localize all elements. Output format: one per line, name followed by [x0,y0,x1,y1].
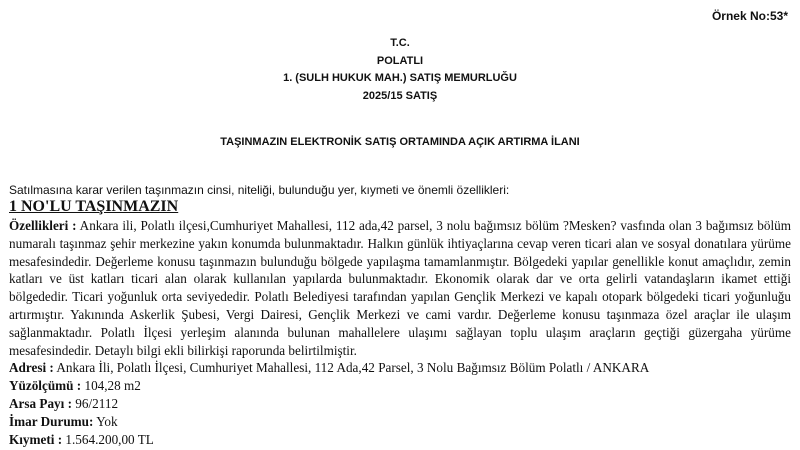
value-amount: 1.564.200,00 TL [62,431,154,447]
zoning-value: Yok [93,413,118,429]
property-section [9,197,791,448]
zoning-label: İmar Durumu: [9,413,94,429]
property-zoning [9,413,791,431]
property-share [9,395,791,413]
address-value: Ankara İli, Polatlı İlçesi, Cumhuriyet Mahallesi, 112 Ada,42 Parsel, 3 Nolu Bağımsız Bölüm Polatlı / ANKARA [53,360,650,376]
property-value [9,431,791,449]
share-label: Arsa Payı : [9,395,72,411]
court-line-tc: T.C. [390,37,410,49]
intro-text: Satılmasına karar verilen taşınmazın cinsi, niteliği, bulunduğu yer, kıymeti ve önemli özellikleri: [9,183,510,197]
property-area [9,377,791,395]
court-line-office: 1. (SULH HUKUK MAH.) SATIŞ MEMURLUĞU [283,72,517,84]
court-line-city: POLATLI [376,54,424,67]
sample-number: Örnek No:53* [711,9,788,23]
property-features [9,217,791,359]
property-address [9,359,791,377]
announcement-title: TAŞINMAZIN ELEKTRONİK SATIŞ ORTAMINDA AÇIK ARTIRMA İLANI [220,136,580,148]
features-label: Özellikleri : [9,218,77,233]
features-text: Ankara ili, Polatlı ilçesi,Cumhuriyet Mahallesi, 112 ada,42 parsel, 3 nolu bağımsız bölüm ?Mesken? vasfında olan 3 bağımsız bölüm numaralı taşınmaz şehir merkezine yakın konumda bulunmaktadır. Halkın günlük ihtiyaçlarına cevap veren ticari alan ve sosyal donatılara yürüme mesafesindedir. Değerleme konusu taşınmazın bulunduğu bölgede yapılaşma tamamlanmıştır. Bölgedeki yapılar genellikle konut amaçlıdır, zemin katları ve üst katları ticari alan olarak kullanılan yapılarda bulunmaktadır. Ekonomik olarak dar ve orta gelirli vatandaşların ikamet ettiği bölgededir. Ticari yoğunluk orta seviyededir. Polatlı Belediyesi tarafından yapılan Gençlik Merkezi ve kapalı otopark bölgedeki ticari yoğunluğu artırmıştır. Yakınında Askerlik Şubesi, Vergi Dairesi, Gençlik Merkezi ve cami vardır. Değerleme konusu taşınmaza özel araçlar ile ulaşım sağlanmaktadır. Polatlı İlçesi yerleşim alanında bulunan mahallelere ulaşımı sağlayan toplu ulaşım araçların geçtiği güzergaha yürüme mesafesindedir. Detaylı bilgi ekli bilirkişi raporunda belirtilmiştir. [9,218,791,358]
area-label: Yüzölçümü : [9,378,82,394]
court-header [0,35,800,105]
area-value: 104,28 m2 [81,378,141,394]
property-heading: 1 NO'LU TAŞINMAZIN [9,198,179,215]
share-value: 96/2112 [72,395,119,411]
address-label: Adresi : [9,360,54,376]
court-line-case: 2025/15 SATIŞ [362,89,438,102]
value-label: Kıymeti : [9,431,63,447]
